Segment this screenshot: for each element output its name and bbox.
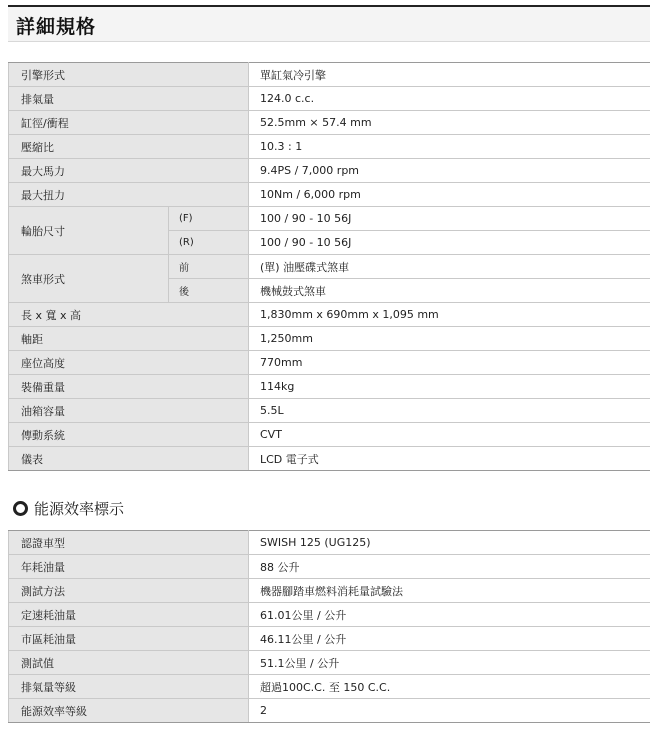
row-value: (單) 油壓碟式煞車 [249, 255, 650, 279]
row-value: 超過100C.C. 至 150 C.C. [249, 675, 650, 699]
row-value: 10Nm / 6,000 rpm [249, 183, 650, 207]
table-row [9, 699, 650, 723]
row-label: 能源效率等級 [9, 699, 249, 723]
table-row [9, 111, 650, 135]
row-sublabel: (R) [169, 231, 249, 255]
row-value: 2 [249, 699, 650, 723]
row-label: 年耗油量 [9, 555, 249, 579]
table-row [9, 555, 650, 579]
row-value: 51.1公里 / 公升 [249, 651, 650, 675]
row-label: 裝備重量 [9, 375, 249, 399]
table-row [9, 303, 650, 327]
row-value: 10.3 : 1 [249, 135, 650, 159]
ring-icon [13, 501, 28, 516]
table-row [9, 531, 650, 555]
row-value: 機械鼓式煞車 [249, 279, 650, 303]
row-label: 煞車形式 [9, 255, 169, 303]
table-row [9, 423, 650, 447]
table-row [9, 255, 650, 279]
row-label: 測試方法 [9, 579, 249, 603]
row-sublabel: (F) [169, 207, 249, 231]
table-row [9, 327, 650, 351]
row-value: 9.4PS / 7,000 rpm [249, 159, 650, 183]
table-row [9, 651, 650, 675]
row-label: 油箱容量 [9, 399, 249, 423]
table-row [9, 375, 650, 399]
row-value: 46.11公里 / 公升 [249, 627, 650, 651]
page-title: 詳細規格 [16, 16, 97, 38]
row-label: 測試值 [9, 651, 249, 675]
row-label: 壓縮比 [9, 135, 249, 159]
row-label: 引擎形式 [9, 63, 249, 87]
table-row [9, 579, 650, 603]
row-value: 124.0 c.c. [249, 87, 650, 111]
table-row [9, 159, 650, 183]
row-value: 52.5mm × 57.4 mm [249, 111, 650, 135]
row-value: LCD 電子式 [249, 447, 650, 471]
energy-section-title: 能源效率標示 [34, 499, 125, 518]
energy-table [8, 530, 650, 723]
energy-section-heading [13, 497, 124, 519]
row-label: 市區耗油量 [9, 627, 249, 651]
row-label: 長 x 寬 x 高 [9, 303, 249, 327]
row-value: 單缸氣冷引擎 [249, 63, 650, 87]
table-row [9, 627, 650, 651]
row-value: 61.01公里 / 公升 [249, 603, 650, 627]
table-row [9, 63, 650, 87]
row-value: 1,250mm [249, 327, 650, 351]
row-label: 座位高度 [9, 351, 249, 375]
row-value: 5.5L [249, 399, 650, 423]
row-label: 軸距 [9, 327, 249, 351]
row-label: 輪胎尺寸 [9, 207, 169, 255]
table-row [9, 399, 650, 423]
row-value: 100 / 90 - 10 56J [249, 207, 650, 231]
row-label: 排氣量等級 [9, 675, 249, 699]
row-label: 認證車型 [9, 531, 249, 555]
spec-table [8, 62, 650, 471]
table-row [9, 87, 650, 111]
row-value: 114kg [249, 375, 650, 399]
row-label: 排氣量 [9, 87, 249, 111]
row-label: 缸徑/衝程 [9, 111, 249, 135]
row-sublabel: 前 [169, 255, 249, 279]
row-value: 機器腳踏車燃料消耗量試驗法 [249, 579, 650, 603]
row-value: 88 公升 [249, 555, 650, 579]
row-label: 定速耗油量 [9, 603, 249, 627]
table-row [9, 351, 650, 375]
row-value: 1,830mm x 690mm x 1,095 mm [249, 303, 650, 327]
row-label: 最大扭力 [9, 183, 249, 207]
table-row [9, 603, 650, 627]
table-row [9, 675, 650, 699]
row-value: SWISH 125 (UG125) [249, 531, 650, 555]
row-sublabel: 後 [169, 279, 249, 303]
row-label: 傳動系統 [9, 423, 249, 447]
row-label: 最大馬力 [9, 159, 249, 183]
table-row [9, 135, 650, 159]
table-row [9, 207, 650, 231]
row-value: CVT [249, 423, 650, 447]
table-row [9, 183, 650, 207]
table-row [9, 447, 650, 471]
row-value: 770mm [249, 351, 650, 375]
title-bar [8, 7, 650, 42]
row-label: 儀表 [9, 447, 249, 471]
row-value: 100 / 90 - 10 56J [249, 231, 650, 255]
